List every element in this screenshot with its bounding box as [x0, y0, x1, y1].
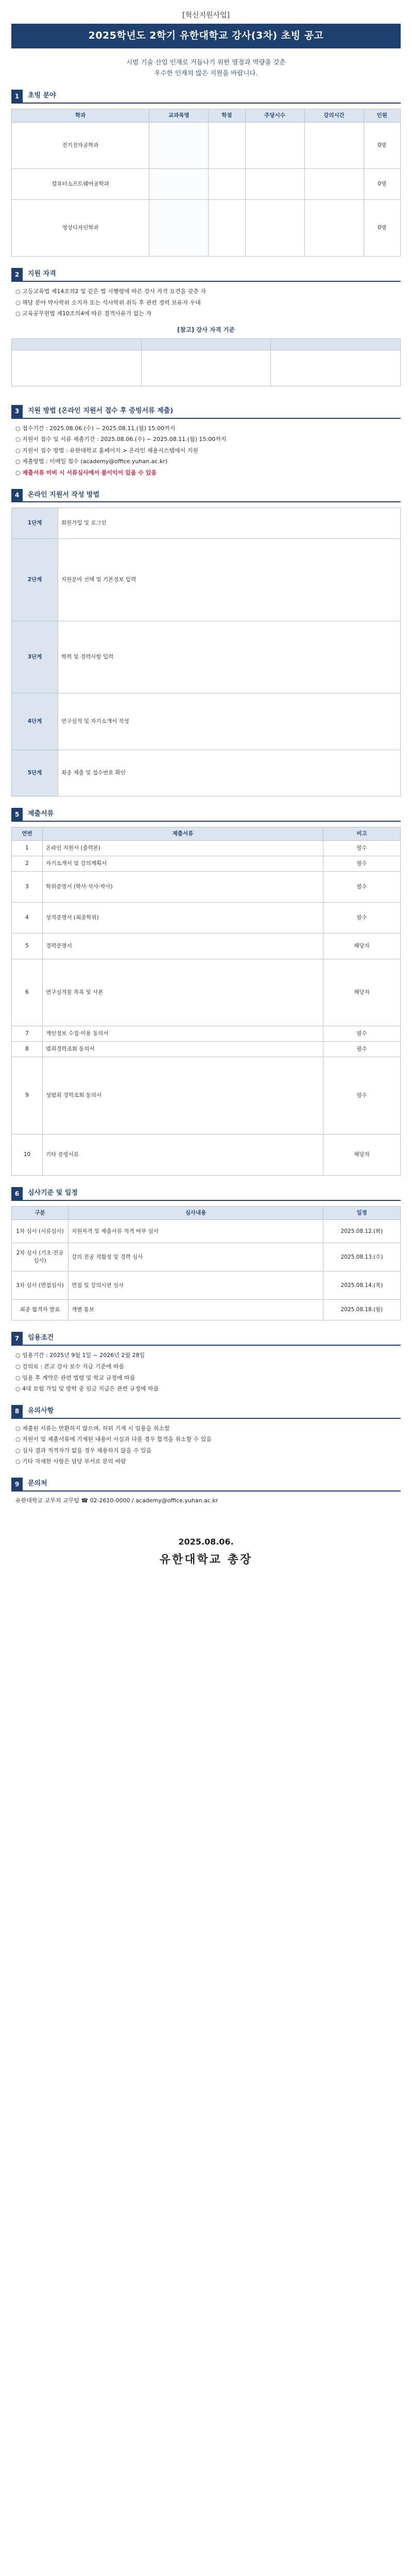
list-item: ○ 교육공무원법 제10조의4에 따른 결격사유가 없는 자	[15, 309, 401, 318]
table-row	[12, 1243, 401, 1272]
section-number: 7	[11, 1332, 23, 1346]
table-cell: 8	[12, 1042, 43, 1057]
table-row	[12, 750, 401, 796]
table-row	[12, 934, 401, 959]
section-header	[11, 808, 401, 822]
signature-name: 유한대학교 총장	[159, 1553, 253, 1566]
section-header	[11, 405, 401, 419]
section-title: 유의사항	[23, 1405, 401, 1419]
table-cell	[141, 350, 271, 386]
table-cell	[304, 123, 364, 169]
table-cell: 0명	[364, 123, 401, 169]
list-item: ○ 제출된 서류는 반환하지 않으며, 허위 기재 시 임용을 취소함	[15, 1424, 401, 1433]
table-row	[12, 856, 401, 872]
list-item: ○ 접수기간 : 2025.08.06.(수) ~ 2025.08.11.(월) 15:00까지	[15, 424, 401, 433]
table-cell: 해당자	[323, 959, 401, 1026]
table-cell: 2차 심사 (기초·전공심사)	[12, 1243, 68, 1272]
table-cell	[141, 338, 271, 350]
table-cell	[12, 338, 142, 350]
table-cell: 회원가입 및 로그인	[58, 508, 401, 539]
table-row	[12, 169, 401, 200]
table-cell	[209, 200, 245, 257]
table-cell: 2025.08.18.(월)	[323, 1300, 401, 1320]
table-row	[12, 693, 401, 750]
table-cell: 3단계	[12, 621, 58, 693]
table-cell: 3	[12, 872, 43, 903]
table-cell	[149, 123, 209, 169]
list-item: ○ 심사 결과 적격자가 없을 경우 채용하지 않을 수 있음	[15, 1446, 401, 1455]
section-header	[11, 90, 401, 104]
section-title: 제출서류	[23, 808, 401, 822]
table-cell: 성적증명서 (최종학위)	[43, 903, 323, 934]
recruit-table	[11, 109, 401, 257]
table-cell: 2025.08.12.(화)	[323, 1220, 401, 1243]
table-cell	[209, 123, 245, 169]
list-item: ○ 지원서 접수 방법 : 유한대학교 홈페이지 > 온라인 채용시스템에서 지원	[15, 446, 401, 455]
table-cell: 4	[12, 903, 43, 934]
table-cell: 강의 전공 적합성 및 경력 심사	[68, 1243, 323, 1272]
list-item: ○ 고등교육법 제14조의2 및 같은 법 시행령에 따른 강사 자격 요건을 갖춘 자	[15, 287, 401, 296]
table-cell: 온라인 지원서 (출력본)	[43, 841, 323, 856]
qualification-list	[11, 287, 401, 318]
section-number: 8	[11, 1405, 23, 1419]
table-cell: 범죄경력조회 동의서	[43, 1042, 323, 1057]
table-cell: 10	[12, 1134, 43, 1176]
section-number: 5	[11, 808, 23, 822]
table-cell	[245, 169, 304, 200]
intro-text: 시범 기술 산업 인재로 거듭나기 위한 열정과 역량을 갖춘 우수한 인재의 많은 지원을 바랍니다.	[126, 58, 286, 77]
table-cell: 1차 심사 (서류심사)	[12, 1220, 68, 1243]
table-cell: 학위증명서 (학사·석사·박사)	[43, 872, 323, 903]
application-list	[11, 424, 401, 478]
table-row	[12, 903, 401, 934]
table-row	[12, 350, 401, 386]
list-item: ○ 제출방법 : 이메일 접수 (academy@office.yuhan.ac.kr)	[15, 457, 401, 466]
table-cell: 6	[12, 959, 43, 1026]
table-cell: 면접 및 강의시연 심사	[68, 1272, 323, 1300]
table-cell: 1	[12, 841, 43, 856]
table-cell: 해당자	[323, 934, 401, 959]
list-item: ○ 4대 보험 가입 및 방학 중 임금 지급은 관련 규정에 따름	[15, 1384, 401, 1394]
table-row	[12, 1134, 401, 1176]
notice-category: [혁신지원사업]	[182, 11, 230, 20]
table-cell: 필수	[323, 1026, 401, 1042]
table-cell: 필수	[323, 872, 401, 903]
col-header: 연번	[12, 827, 43, 841]
table-cell: 0명	[364, 200, 401, 257]
table-cell: 최종 제출 및 접수번호 확인	[58, 750, 401, 796]
contact-info: 유한대학교 교무처 교무팀 ☎ 02-2610-0000 / academy@office.yuhan.ac.kr	[15, 1497, 218, 1504]
section-header	[11, 1332, 401, 1346]
col-header: 학과	[12, 109, 149, 123]
section-title: 온라인 지원서 작성 방법	[23, 489, 401, 503]
table-cell: 해당자	[323, 1134, 401, 1176]
qualification-table	[11, 338, 401, 386]
section-title: 심사기준 및 일정	[23, 1187, 401, 1201]
signature-date: 2025.08.06.	[178, 1536, 234, 1547]
table-cell: 2025.08.14.(목)	[323, 1272, 401, 1300]
table-cell: 연구실적 및 자기소개서 작성	[58, 693, 401, 750]
table-cell: 필수	[323, 1042, 401, 1057]
col-header: 일정	[323, 1207, 401, 1220]
table-cell	[149, 200, 209, 257]
col-header: 교과목명	[149, 109, 209, 123]
subsection-caption: [참고] 강사 자격 기준	[177, 326, 235, 334]
table-cell	[271, 338, 401, 350]
list-item: ○ 임용 후 계약은 관련 법령 및 학교 규정에 따름	[15, 1374, 401, 1383]
table-row	[12, 1042, 401, 1057]
section-number: 6	[11, 1187, 23, 1201]
table-cell: 2025.08.13.(수)	[323, 1243, 401, 1272]
table-cell	[271, 350, 401, 386]
page-title: 2025학년도 2학기 유한대학교 강사(3차) 초빙 공고	[11, 24, 401, 48]
col-header: 학점	[209, 109, 245, 123]
table-cell: 5	[12, 934, 43, 959]
table-cell: 필수	[323, 903, 401, 934]
table-cell: 9	[12, 1057, 43, 1134]
list-item: ○ 해당 분야 박사학위 소지자 또는 석사학위 취득 후 관련 경력 보유자 우대	[15, 298, 401, 308]
section-number: 2	[11, 268, 23, 282]
table-cell: 3차 심사 (면접심사)	[12, 1272, 68, 1300]
conditions-list	[11, 1351, 401, 1393]
table-cell: 필수	[323, 856, 401, 872]
col-header: 심사내용	[68, 1207, 323, 1220]
table-row	[12, 1057, 401, 1134]
table-row	[12, 959, 401, 1026]
col-header: 제출서류	[43, 827, 323, 841]
table-cell: 경력증명서	[43, 934, 323, 959]
table-cell	[304, 169, 364, 200]
section-number: 3	[11, 405, 23, 419]
list-item: ○ 임용기간 : 2025년 9월 1일 ~ 2026년 2월 28일	[15, 1351, 401, 1360]
table-cell: 5단계	[12, 750, 58, 796]
table-cell	[304, 200, 364, 257]
list-item: ○ 강의료 : 본교 강사 보수 지급 기준에 따름	[15, 1362, 401, 1371]
section-header	[11, 489, 401, 503]
section-header	[11, 1187, 401, 1201]
table-cell: 기타 증빙서류	[43, 1134, 323, 1176]
table-cell: 0명	[364, 169, 401, 200]
section-title: 문의처	[23, 1478, 401, 1492]
documents-table	[11, 827, 401, 1176]
table-cell: 필수	[323, 1057, 401, 1134]
table-cell: 최종 합격자 발표	[12, 1300, 68, 1320]
table-row	[12, 841, 401, 856]
table-row	[12, 508, 401, 539]
section-title: 지원 방법 (온라인 지원서 접수 후 증빙서류 제출)	[23, 405, 401, 419]
section-title: 지원 자격	[23, 268, 401, 282]
table-row	[12, 338, 401, 350]
table-row	[12, 872, 401, 903]
section-header	[11, 1478, 401, 1492]
table-cell: 자기소개서 및 강의계획서	[43, 856, 323, 872]
col-header: 강의시간	[304, 109, 364, 123]
table-cell: 학력 및 경력사항 입력	[58, 621, 401, 693]
table-header-row	[12, 1207, 401, 1220]
section-title: 초빙 분야	[23, 90, 401, 104]
section-title: 임용조건	[23, 1332, 401, 1346]
section-number: 4	[11, 489, 23, 503]
table-cell: 지원분야 선택 및 기본정보 입력	[58, 539, 401, 621]
col-header: 비고	[323, 827, 401, 841]
signature-block	[11, 1536, 401, 1568]
table-row	[12, 123, 401, 169]
table-cell: 지원자격 및 제출서류 적격 여부 심사	[68, 1220, 323, 1243]
table-cell	[209, 169, 245, 200]
table-cell: 7	[12, 1026, 43, 1042]
table-header-row	[12, 827, 401, 841]
col-header: 주당시수	[245, 109, 304, 123]
table-row	[12, 1026, 401, 1042]
table-cell: 영상디자인학과	[12, 200, 149, 257]
table-cell: 전기전자공학과	[12, 123, 149, 169]
list-item: ○ 기타 자세한 사항은 담당 부서로 문의 바람	[15, 1457, 401, 1466]
table-cell: 연구실적물 목록 및 사본	[43, 959, 323, 1026]
list-item: ○ 지원서 접수 및 서류 제출기간 : 2025.08.06.(수) ~ 2025.08.11.(월) 15:00까지	[15, 435, 401, 444]
table-row	[12, 200, 401, 257]
table-header-row	[12, 109, 401, 123]
table-cell: 4단계	[12, 693, 58, 750]
table-cell: 2	[12, 856, 43, 872]
section-number: 1	[11, 90, 23, 104]
table-cell: 컴퓨터소프트웨어공학과	[12, 169, 149, 200]
schedule-table	[11, 1206, 401, 1320]
table-cell	[245, 123, 304, 169]
table-cell	[12, 350, 142, 386]
online-steps-table	[11, 507, 401, 796]
table-cell: 성범죄 경력조회 동의서	[43, 1057, 323, 1134]
table-row	[12, 539, 401, 621]
table-row	[12, 1220, 401, 1243]
col-header: 인원	[364, 109, 401, 123]
table-cell	[245, 200, 304, 257]
table-cell: 개별 통보	[68, 1300, 323, 1320]
section-number: 9	[11, 1478, 23, 1492]
col-header: 구분	[12, 1207, 68, 1220]
table-cell: 필수	[323, 841, 401, 856]
table-row	[12, 621, 401, 693]
table-cell: 1단계	[12, 508, 58, 539]
table-row	[12, 1300, 401, 1320]
table-row	[12, 1272, 401, 1300]
table-cell: 2단계	[12, 539, 58, 621]
section-header	[11, 268, 401, 282]
table-cell: 개인정보 수집·이용 동의서	[43, 1026, 323, 1042]
table-cell	[149, 169, 209, 200]
section-header	[11, 1405, 401, 1419]
list-item: ○ 지원서 및 제출서류에 기재된 내용이 사실과 다를 경우 합격을 취소할 수 있음	[15, 1435, 401, 1444]
notes-list	[11, 1424, 401, 1466]
list-item: ○ 제출서류 미비 시 서류심사에서 불이익이 있을 수 있음	[15, 468, 401, 478]
